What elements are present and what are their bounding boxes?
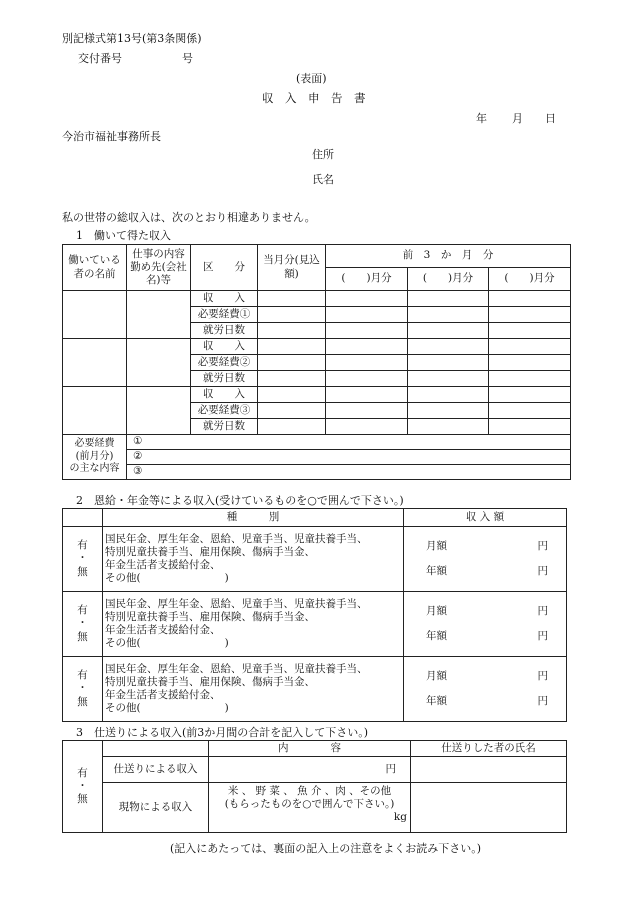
job-cell[interactable] xyxy=(127,339,191,387)
row-work-days: 就労日数 xyxy=(191,323,258,339)
col-job: 仕事の内容勤め先(会社 名)等 xyxy=(127,245,191,291)
yes-no-toggle[interactable]: 有 ・ 無 xyxy=(63,592,103,657)
amount-cell[interactable] xyxy=(489,307,571,323)
amount-cell[interactable] xyxy=(408,307,489,323)
yen-unit: 円 xyxy=(537,630,548,642)
amount-cell[interactable] xyxy=(326,419,408,435)
amount-cell[interactable] xyxy=(408,323,489,339)
amount-cell[interactable] xyxy=(489,323,571,339)
amount-cell[interactable] xyxy=(408,355,489,371)
amount-cell[interactable] xyxy=(408,387,489,403)
amount-cell[interactable] xyxy=(489,355,571,371)
row-work-days: 就労日数 xyxy=(191,419,258,435)
worker-name-cell[interactable] xyxy=(63,387,127,435)
amount-cell[interactable] xyxy=(258,291,326,307)
yen-unit: 円 xyxy=(385,762,396,775)
month-label: ( )月分 xyxy=(408,268,489,291)
yen-unit: 円 xyxy=(537,695,548,707)
issue-number-suffix: 号 xyxy=(182,52,193,65)
row-income: 収 入 xyxy=(191,291,258,307)
expense-content-label: 必要経費 (前月分) の主な内容 xyxy=(63,435,127,480)
amount-cell[interactable] xyxy=(489,291,571,307)
amount-cell[interactable] xyxy=(258,323,326,339)
section1-title: 1 働いて得た収入 xyxy=(76,229,171,242)
yen-unit: 円 xyxy=(537,604,548,617)
pension-types[interactable]: 国民年金、厚生年金、恩給、児童手当、児童扶養手当、 特別児童扶養手当、雇用保険、傷病手当金、 年金生活者支援給付金、 その他( ) xyxy=(103,592,404,657)
form-number: 別記様式第13号(第3条関係) xyxy=(62,32,202,45)
month-label: ( )月分 xyxy=(489,268,571,291)
date-month: 月 xyxy=(512,112,523,125)
yearly-label: 年額 xyxy=(426,695,447,707)
amount-cell[interactable] xyxy=(258,339,326,355)
amount-cell[interactable] xyxy=(258,419,326,435)
goods-income-label: 現物による収入 xyxy=(103,783,209,833)
section2-title: 2 恩給・年金等による収入(受けているものを○で囲んで下さい。) xyxy=(76,494,404,507)
declaration: 私の世帯の総収入は、次のとおり相違ありません。 xyxy=(62,211,316,224)
yearly-label: 年額 xyxy=(426,565,447,577)
month-label: ( )月分 xyxy=(326,268,408,291)
yearly-label: 年額 xyxy=(426,630,447,642)
amount-cell[interactable] xyxy=(489,419,571,435)
amount-cell[interactable] xyxy=(489,339,571,355)
name-label: 氏名 xyxy=(312,173,334,186)
amount-cell[interactable] xyxy=(326,307,408,323)
expense-content-2[interactable]: ② xyxy=(127,450,571,465)
pension-types[interactable]: 国民年金、厚生年金、恩給、児童手当、児童扶養手当、 特別児童扶養手当、雇用保険、傷病手当金、 年金生活者支援給付金、 その他( ) xyxy=(103,657,404,722)
col-content: 内 容 xyxy=(209,741,411,757)
job-cell[interactable] xyxy=(127,387,191,435)
col-sender: 仕送りした者の氏名 xyxy=(411,741,567,757)
amount-cell[interactable] xyxy=(326,339,408,355)
amount-cell[interactable] xyxy=(408,339,489,355)
amount-cell[interactable] xyxy=(408,419,489,435)
col-prev-3-months: 前 3 か 月 分 xyxy=(326,245,571,268)
worker-name-cell[interactable] xyxy=(63,291,127,339)
amount-cell[interactable] xyxy=(489,371,571,387)
goods-field[interactable] xyxy=(209,783,411,833)
sender-name-field[interactable] xyxy=(411,757,567,783)
row-income: 収 入 xyxy=(191,387,258,403)
worker-name-cell[interactable] xyxy=(63,339,127,387)
yes-no-toggle[interactable]: 有 ・ 無 xyxy=(63,657,103,722)
section3-table xyxy=(62,740,567,833)
row-expense: 必要経費② xyxy=(191,355,258,371)
row-income: 収 入 xyxy=(191,339,258,355)
row-expense: 必要経費① xyxy=(191,307,258,323)
amount-cell[interactable] xyxy=(258,355,326,371)
footer-note: (記入にあたっては、裏面の記入上の注意をよくお読み下さい。) xyxy=(170,842,482,855)
monthly-label: 月額 xyxy=(426,604,447,617)
amount-cell[interactable] xyxy=(326,323,408,339)
goods-description: 米 、 野 菜 、 魚 介 、肉 、その他 (もらったものを○で囲んで下さい。) xyxy=(224,785,395,811)
amount-cell[interactable] xyxy=(326,291,408,307)
amount-cell[interactable] xyxy=(326,371,408,387)
amount-cell[interactable] xyxy=(326,403,408,419)
amount-cell[interactable] xyxy=(489,403,571,419)
amount-cell[interactable] xyxy=(258,371,326,387)
amount-cell[interactable] xyxy=(408,291,489,307)
cash-amount-field[interactable] xyxy=(209,757,411,783)
amount-cell[interactable] xyxy=(258,403,326,419)
amount-cell[interactable] xyxy=(326,387,408,403)
amount-cell[interactable] xyxy=(326,355,408,371)
amount-cell[interactable] xyxy=(408,371,489,387)
yen-unit: 円 xyxy=(537,565,548,577)
date-day: 日 xyxy=(545,112,556,125)
expense-content-3[interactable]: ③ xyxy=(127,465,571,480)
monthly-label: 月額 xyxy=(426,539,447,552)
col-amount: 収 入 額 xyxy=(404,509,567,527)
side-label: (表面) xyxy=(296,72,327,85)
kg-unit: kg xyxy=(393,811,407,824)
addressee: 今治市福祉事務所長 xyxy=(62,130,161,143)
yes-no-toggle[interactable]: 有 ・ 無 xyxy=(63,527,103,592)
amount-cell[interactable] xyxy=(408,403,489,419)
amount-cell[interactable] xyxy=(258,307,326,323)
job-cell[interactable] xyxy=(127,291,191,339)
section3-title: 3 仕送りによる収入(前3か月間の合計を記入して下さい。) xyxy=(76,726,369,739)
pension-types[interactable]: 国民年金、厚生年金、恩給、児童手当、児童扶養手当、 特別児童扶養手当、雇用保険、傷病手当金、 年金生活者支援給付金、 その他( ) xyxy=(103,527,404,592)
document-title: 収 入 申 告 書 xyxy=(262,91,366,105)
yen-unit: 円 xyxy=(537,669,548,682)
section2-table xyxy=(62,508,567,722)
sender-name-field[interactable] xyxy=(411,783,567,833)
issue-number-label: 交付番号 xyxy=(78,52,122,65)
amount-cell[interactable] xyxy=(489,387,571,403)
row-work-days: 就労日数 xyxy=(191,371,258,387)
address-label: 住所 xyxy=(312,148,334,161)
col-type: 種 別 xyxy=(103,509,404,527)
col-current-month: 当月分(見込額) xyxy=(258,245,326,291)
col-category: 区 分 xyxy=(191,245,258,291)
amount-cell[interactable] xyxy=(258,387,326,403)
monthly-label: 月額 xyxy=(426,669,447,682)
section1-table xyxy=(62,244,571,480)
expense-content-1[interactable]: ① xyxy=(127,435,571,450)
row-expense: 必要経費③ xyxy=(191,403,258,419)
yes-no-toggle[interactable]: 有 ・ 無 xyxy=(63,741,103,833)
col-worker-name: 働いている者の名前 xyxy=(63,245,127,291)
cash-income-label: 仕送りによる収入 xyxy=(103,757,209,783)
date-year: 年 xyxy=(476,112,487,125)
yen-unit: 円 xyxy=(537,539,548,552)
